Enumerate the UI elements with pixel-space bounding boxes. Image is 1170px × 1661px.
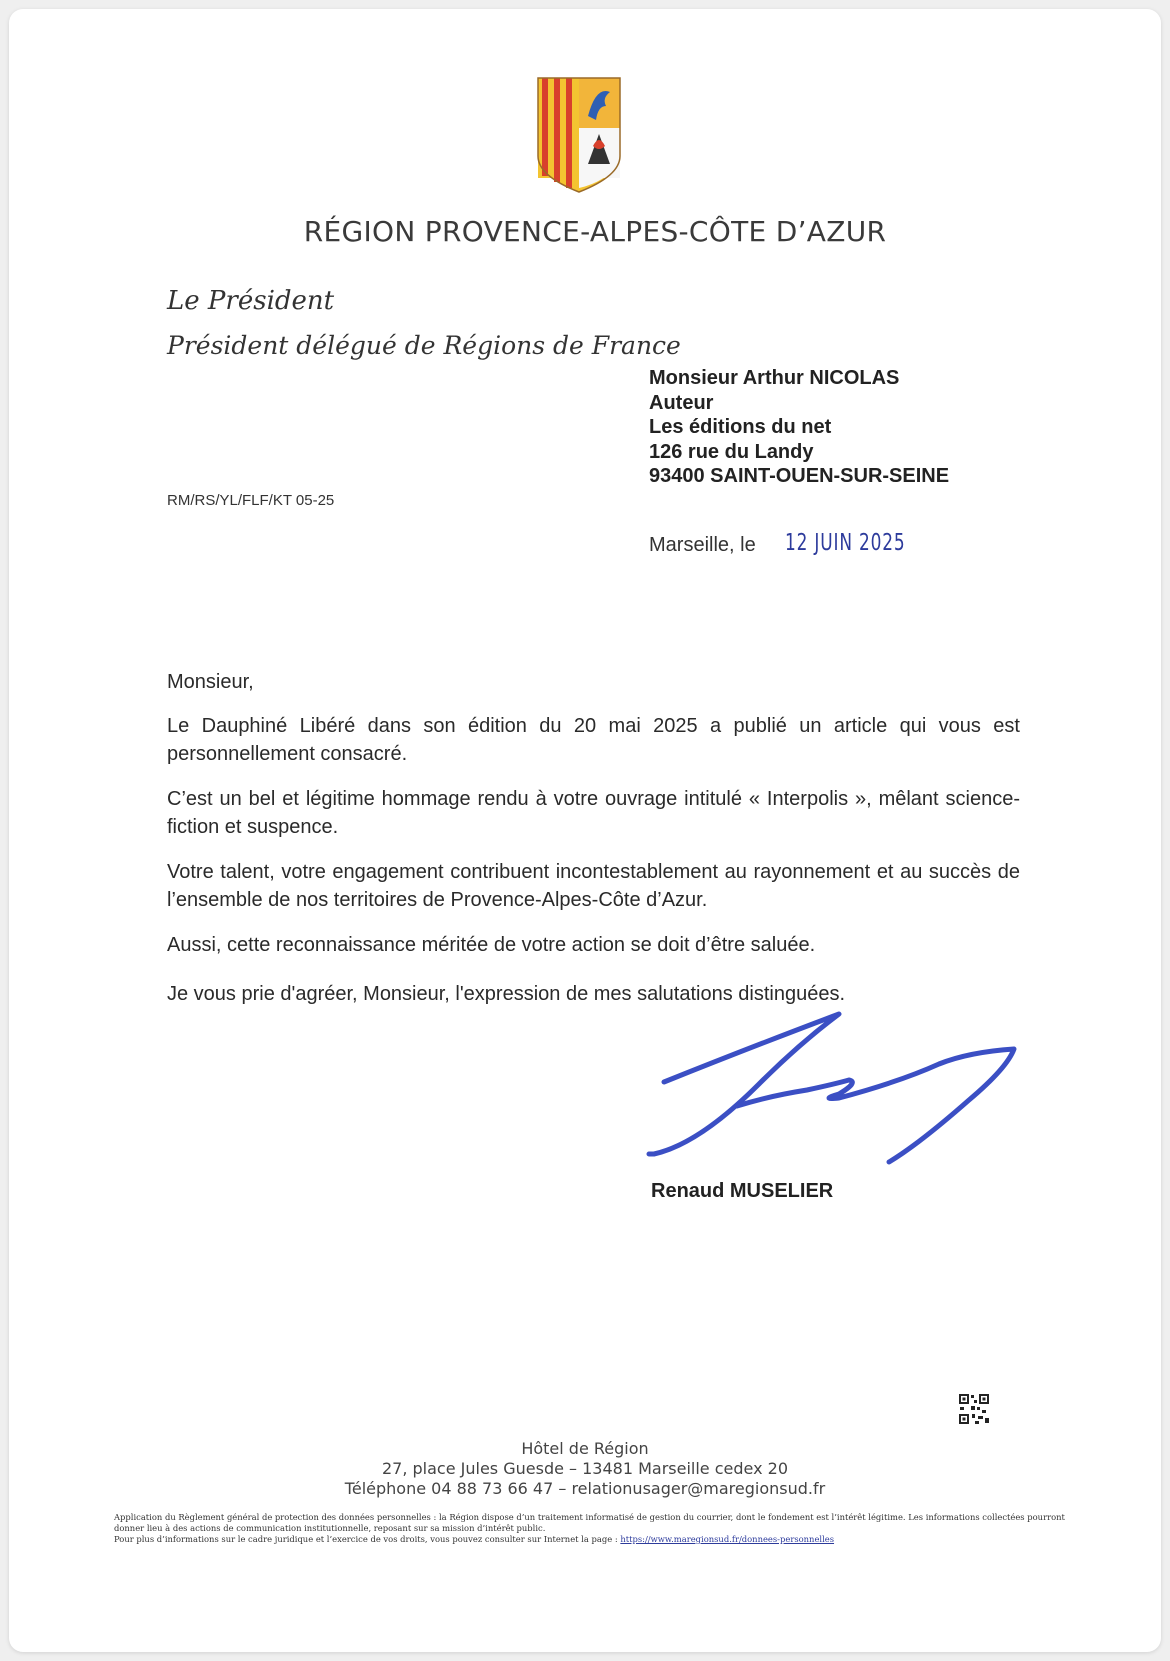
letter-paragraph: C’est un bel et légitime hommage rendu à votre ouvrage intitulé « Interpolis », mêlant science-fiction et suspence.	[167, 788, 1020, 838]
gdpr-link[interactable]: https://www.maregionsud.fr/donnees-personnelles	[620, 1534, 835, 1544]
letter-paragraph: Votre talent, votre engagement contribuent incontestablement au rayonnement et au succès de l’ensemble de nos territoires de Provence-Alpes-Côte d’Azur.	[167, 861, 1020, 911]
date-stamp: 12 JUIN 2025	[785, 530, 906, 556]
sender-title: Le Président	[167, 286, 335, 316]
gdpr-notice-more	[114, 1534, 1074, 1545]
organization-name: RÉGION PROVENCE-ALPES-CÔTE D’AZUR	[303, 215, 887, 248]
gdpr-notice-text: Application du Règlement général de protection des données personnelles : la Région dispose d’un traitement informatisé de gestion du courrier, dont le fondement est l’intérêt légitime. Les informations collectées pourront donner lieu à des actions de communication institutionnelle, reposant sur sa mission d’intérêt public.	[114, 1512, 1065, 1533]
recipient-role: Auteur	[649, 391, 714, 414]
letter-page	[9, 9, 1161, 1652]
recipient-company: Les éditions du net	[649, 416, 832, 438]
letter-salutation: Monsieur,	[167, 671, 254, 693]
footer-building: Hôtel de Région	[521, 1439, 649, 1458]
footer-address: 27, place Jules Guesde – 13481 Marseille cedex 20	[381, 1459, 788, 1478]
gdpr-notice	[114, 1512, 1074, 1545]
letter-closing: Je vous prie d'agréer, Monsieur, l'expression de mes salutations distinguées.	[167, 983, 846, 1005]
recipient-name: Monsieur Arthur NICOLAS	[649, 367, 900, 389]
gdpr-notice-more-text: Pour plus d’informations sur le cadre juridique et l’exercice de vos droits, vous pouvez consulter sur Internet la page :	[114, 1534, 618, 1544]
signer-name: Renaud MUSELIER	[651, 1180, 834, 1202]
letter-paragraph: Le Dauphiné Libéré dans son édition du 20 mai 2025 a publié un article qui vous est personnellement consacré.	[167, 715, 1020, 765]
region-coat-of-arms	[536, 76, 622, 194]
reference-code: RM/RS/YL/FLF/KT 05-25	[167, 492, 335, 509]
handwritten-signature	[639, 1004, 1059, 1179]
recipient-address	[649, 366, 949, 489]
recipient-city: 93400 SAINT-OUEN-SUR-SEINE	[649, 465, 950, 487]
qr-code-icon	[958, 1393, 990, 1425]
date-label: Marseille, le	[649, 534, 756, 556]
letter-paragraph: Aussi, cette reconnaissance méritée de votre action se doit d’être saluée.	[167, 934, 816, 956]
recipient-street: 126 rue du Landy	[649, 440, 814, 463]
footer-contact: Téléphone 04 88 73 66 47 – relationusager@maregionsud.fr	[344, 1479, 826, 1498]
sender-subtitle: Président délégué de Régions de France	[167, 331, 681, 360]
